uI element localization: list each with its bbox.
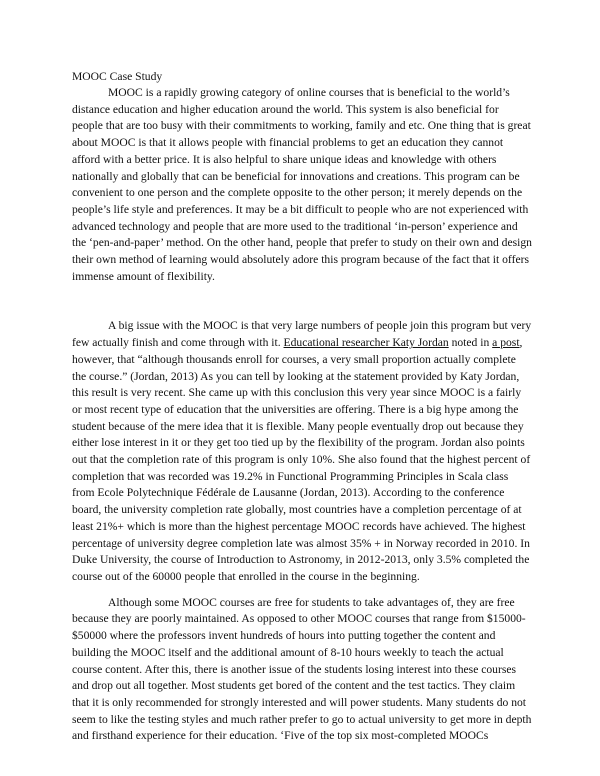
post-link[interactable]: a post — [492, 336, 520, 350]
paragraph-costs: Although some MOOC courses are free for students to take advantages of, they are free because they are poorly maintained. As opposed to other MOOC courses that range from $15000- $50000 where the professors invent hundreds of hours into putting together the content and building the MOOC itself and the additional amount of 8-10 hours weekly to teach the actual course content. After this, there is another issue of the students losing interest into these courses and drop out all together. Most students get bored of the content and the test tactics. They claim that it is only recommended for strongly interested and will power students. Many students do not seem to like the testing styles and much rather prefer to go to actual university to get more in depth and firsthand experience for their education. ‘Five of the top six most-completed MOOCs — [72, 595, 532, 743]
document-title: MOOC Case Study — [72, 70, 163, 83]
paragraph-text: A big issue with the MOOC is that very large numbers of people join this program but very few actually finish and come through with it. — [72, 319, 532, 350]
researcher-link[interactable]: Educational researcher Katy Jordan — [283, 336, 449, 350]
paragraph-text: , however, that “although thousands enroll for courses, a very small proportion actually complete the course.” (Jordan, 2013) As you can tell by looking at the statement provided by Katy Jordan, this result is very recent. She came up with this conclusion this very year since MOOC is a fairly or most recent type of education that the universities are offering. There is a big hype among the student because of the mere idea that it is flexible. Many people eventually drop out because they either lose interest in it or they get too tied up by the flexibility of the program. Jordan also points out that the completion rate of this program is only 10%. She also found that the highest percent of completion that was recorded was 19.2% in Functional Programming Principles in Scala class from Ecole Polytechnique Fédérale de Lausanne (Jordan, 2013). According to the conference board, the university completion rate globally, most countries have a completion percentage of at least 21%+ which is more than the highest percentage MOOC records have achieved. The highest percentage of university degree completion late was almost 35% + in Norway recorded in 2010. In Duke University, the course of Introduction to Astronomy, in 2012-2013, only 3.5% completed the course out of the 60000 people that enrolled in the course in the beginning. — [72, 336, 531, 583]
paragraph-text: noted in — [448, 336, 493, 350]
paragraph-completion-rates — [72, 318, 532, 585]
paragraph-intro: MOOC is a rapidly growing category of online courses that is beneficial to the world’s distance education and higher education around the world. This system is also beneficial for people that are too busy with their commitments to working, family and etc. One thing that is great about MOOC is that it allows people with financial problems to get an education they cannot afford with a better price. It is also helpful to share unique ideas and knowledge with others nationally and globally that can be beneficial for innovations and creations. This program can be convenient to one person and the complete opposite to the other person; it merely depends on the people’s life style and preferences. It may be a bit difficult to people who are not experienced with advanced technology and people that are more used to the traditional ‘in-person’ experience and the ‘pen-and-paper’ method. On the other hand, people that prefer to study on their own and design their own method of learning would absolutely adore this program because of the fact that it offers immense amount of flexibility. — [72, 86, 532, 283]
document-body — [72, 68, 532, 745]
